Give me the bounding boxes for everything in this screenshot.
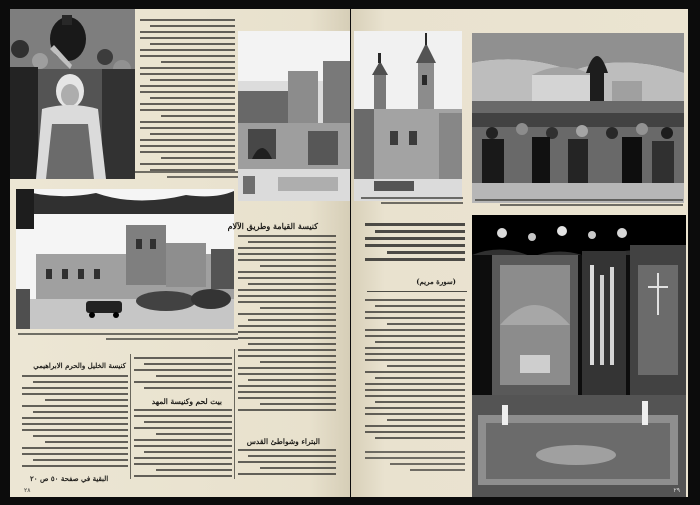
heading-holy-sepulchre: كنيسة القيامة وطريق الآلام <box>227 221 318 231</box>
caption-crowd-photo <box>475 197 683 211</box>
photo-jerusalem-wall <box>238 31 350 201</box>
column-divider <box>234 349 235 479</box>
heading-petra: البتراء وشواطئ القدس <box>246 437 320 446</box>
continued-note: البقية في صفحة ٥٠ ص ٢٠ <box>30 474 109 483</box>
photo-woman-with-jar <box>10 9 135 179</box>
photo-crowd-procession <box>472 33 684 203</box>
quran-quotation <box>365 223 465 271</box>
photo-nativity-grotto <box>472 215 686 497</box>
caption-church-photo <box>361 195 463 209</box>
right-page <box>351 9 688 497</box>
caption-woman-photo <box>135 169 240 187</box>
heading-hebron: كنيسة الخليل والحرم الابراهيمي <box>33 361 126 370</box>
article-column-right <box>238 235 336 415</box>
caption-grotto-photo <box>365 449 465 479</box>
article-column-bethlehem <box>134 409 232 481</box>
quote-divider <box>367 291 467 292</box>
page-number-right: ٢٩ <box>673 487 680 494</box>
left-page <box>10 9 350 497</box>
heading-bethlehem: بيت لحم وكنيسة المهد <box>151 397 222 406</box>
article-column-middle <box>134 357 232 397</box>
article-column-left <box>22 375 128 471</box>
quote-source: (سورة مريم) <box>416 277 456 286</box>
article-column-nativity <box>365 299 465 445</box>
page-number-left: ٢٨ <box>24 487 31 494</box>
caption-hebron-photo <box>18 331 238 345</box>
article-column-petra <box>238 449 336 481</box>
column-divider <box>130 354 131 479</box>
article-column-top <box>140 19 235 179</box>
photo-church-towers <box>354 31 462 201</box>
photo-hebron-building <box>16 189 234 329</box>
